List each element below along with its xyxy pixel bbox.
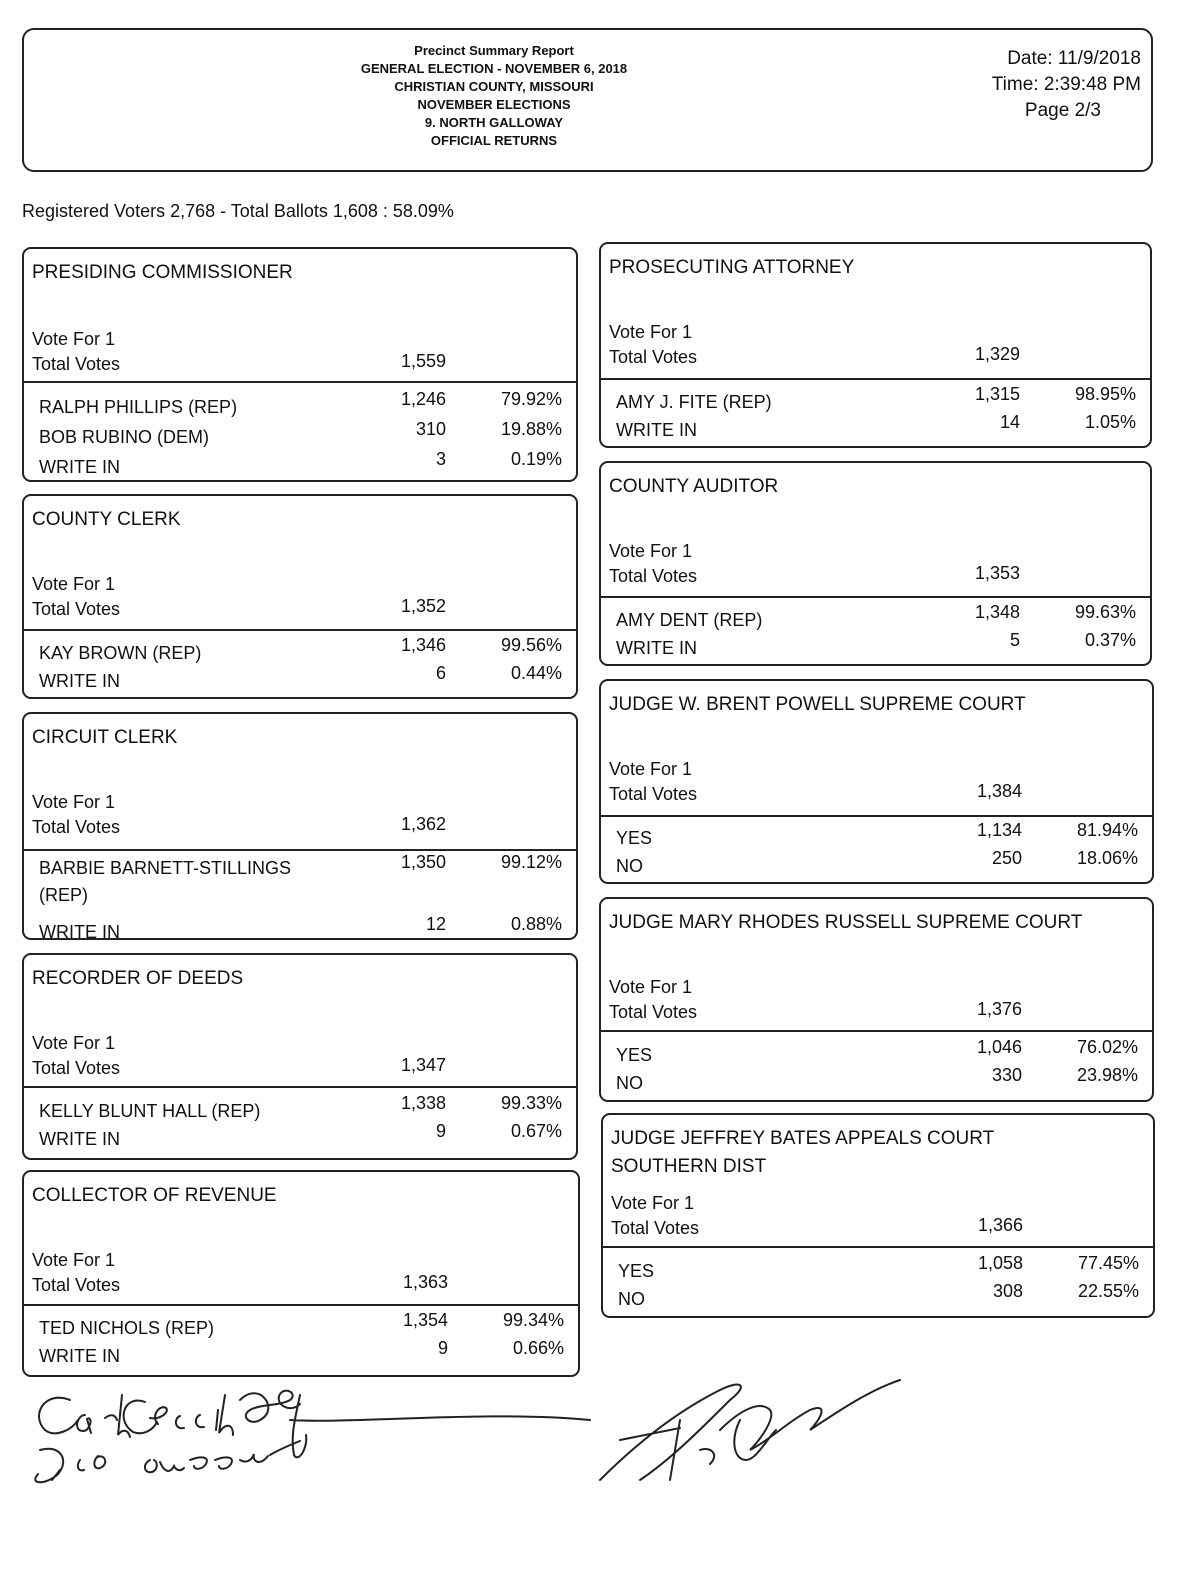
header-line: GENERAL ELECTION - NOVEMBER 6, 2018: [360, 61, 628, 76]
candidate-percent: 0.67%: [510, 1121, 562, 1141]
candidate-percent: 99.34%: [502, 1310, 564, 1330]
candidate-votes: 1,315: [974, 384, 1020, 404]
candidate-votes: 1,134: [976, 820, 1022, 840]
candidate-votes: 1,348: [974, 602, 1020, 622]
contest-box: [601, 1113, 1155, 1318]
candidate-percent: 0.66%: [512, 1338, 564, 1358]
candidate-row: [24, 852, 576, 905]
candidate-name: BARBIE BARNETT-STILLINGS (REP): [39, 858, 292, 905]
divider: [603, 1246, 1153, 1248]
vote-for-label: Vote For 1: [32, 1033, 116, 1053]
divider: [601, 1030, 1152, 1032]
vote-for-label: Vote For 1: [609, 541, 693, 561]
report-date: Date: 11/9/2018: [1007, 48, 1141, 69]
candidate-percent: 1.05%: [1084, 412, 1136, 432]
candidate-votes: 310: [415, 419, 446, 439]
vote-for-label: Vote For 1: [611, 1193, 695, 1213]
candidate-row: [24, 663, 576, 695]
divider: [601, 378, 1150, 380]
total-votes-value: 1,353: [974, 563, 1020, 583]
contest-box: [22, 712, 578, 940]
total-votes-label: Total Votes: [609, 1002, 698, 1022]
candidate-percent: 98.95%: [1074, 384, 1136, 404]
divider: [24, 381, 576, 383]
candidate-row: [603, 1281, 1153, 1313]
report-header: [22, 28, 1153, 172]
divider: [24, 1304, 578, 1306]
candidate-votes: 250: [991, 848, 1022, 868]
contest-title: JUDGE MARY RHODES RUSSELL SUPREME COURT: [609, 912, 1083, 933]
candidate-name: WRITE IN: [39, 1129, 120, 1149]
contest-box: [599, 461, 1152, 666]
candidate-votes: 1,058: [977, 1253, 1023, 1273]
divider: [24, 849, 576, 851]
candidate-percent: 19.88%: [500, 419, 562, 439]
report-meta: [992, 46, 1141, 124]
divider: [601, 596, 1150, 598]
total-votes-value: 1,376: [976, 999, 1022, 1019]
total-votes-value: 1,366: [977, 1215, 1023, 1235]
candidate-name: YES: [616, 1045, 653, 1065]
candidate-percent: 23.98%: [1076, 1065, 1138, 1085]
candidate-name: YES: [618, 1261, 655, 1281]
candidate-name: WRITE IN: [39, 457, 120, 477]
candidate-votes: 12: [425, 914, 446, 934]
candidate-percent: 81.94%: [1076, 820, 1138, 840]
vote-for-label: Vote For 1: [609, 759, 693, 779]
candidate-percent: 22.55%: [1077, 1281, 1139, 1301]
contest-title: PRESIDING COMMISSIONER: [32, 262, 293, 283]
vote-for-label: Vote For 1: [32, 792, 116, 812]
contest-title: COUNTY AUDITOR: [609, 476, 779, 497]
candidate-percent: 99.12%: [500, 852, 562, 872]
candidate-percent: 0.19%: [510, 449, 562, 469]
header-line: OFFICIAL RETURNS: [430, 133, 558, 148]
contest-box: [599, 897, 1154, 1102]
candidate-row: [24, 914, 576, 946]
vote-for-label: Vote For 1: [32, 329, 116, 349]
total-votes-label: Total Votes: [32, 599, 121, 619]
candidate-row: [601, 1065, 1152, 1097]
candidate-name: WRITE IN: [39, 922, 120, 942]
candidate-percent: 77.45%: [1077, 1253, 1139, 1273]
divider: [24, 629, 576, 631]
candidate-percent: 76.02%: [1076, 1037, 1138, 1057]
candidate-name: WRITE IN: [616, 420, 697, 440]
total-votes-label: Total Votes: [32, 1058, 121, 1078]
contest-title: JUDGE W. BRENT POWELL SUPREME COURT: [609, 694, 1026, 715]
report-title-block: [324, 42, 664, 150]
vote-for-label: Vote For 1: [32, 574, 116, 594]
total-votes-label: Total Votes: [32, 1275, 121, 1295]
candidate-name: NO: [616, 1073, 643, 1093]
contest-box: [22, 247, 578, 482]
header-line: Precinct Summary Report: [414, 43, 574, 58]
total-votes-value: 1,559: [400, 351, 446, 371]
candidate-percent: 99.33%: [500, 1093, 562, 1113]
total-votes-label: Total Votes: [32, 354, 121, 374]
candidate-percent: 0.44%: [510, 663, 562, 683]
candidate-name: TED NICHOLS (REP): [39, 1318, 215, 1338]
candidate-name: WRITE IN: [616, 638, 697, 658]
contest-box: [599, 679, 1154, 884]
report-page: Page 2/3: [1024, 100, 1101, 121]
vote-for-label: Vote For 1: [609, 977, 693, 997]
candidate-name: WRITE IN: [39, 671, 120, 691]
total-votes-label: Total Votes: [609, 566, 698, 586]
contest-title: CIRCUIT CLERK: [32, 727, 178, 748]
contest-box: [22, 1170, 580, 1377]
candidate-row: [24, 389, 576, 421]
candidate-name: BOB RUBINO (DEM): [39, 427, 210, 447]
header-line: NOVEMBER ELECTIONS: [417, 97, 571, 112]
candidate-votes: 1,350: [400, 852, 446, 872]
contest-box: [22, 494, 578, 699]
contest-box: [599, 242, 1152, 448]
candidate-percent: 0.37%: [1084, 630, 1136, 650]
report-time: Time: 2:39:48 PM: [991, 74, 1141, 95]
candidate-percent: 99.56%: [500, 635, 562, 655]
contest-title: COLLECTOR OF REVENUE: [32, 1185, 277, 1206]
candidate-votes: 1,046: [976, 1037, 1022, 1057]
contest-title: PROSECUTING ATTORNEY: [609, 257, 855, 278]
candidate-row: [24, 449, 576, 481]
contest-title: RECORDER OF DEEDS: [32, 968, 244, 989]
total-votes-value: 1,384: [976, 781, 1022, 801]
candidate-votes: 1,346: [400, 635, 446, 655]
contest-title: JUDGE JEFFREY BATES APPEALS COURT SOUTHERN DIST: [611, 1128, 995, 1177]
total-votes-value: 1,352: [400, 596, 446, 616]
candidate-name: AMY DENT (REP): [616, 610, 763, 630]
candidate-name: KELLY BLUNT HALL (REP): [39, 1101, 261, 1121]
header-line: 9. NORTH GALLOWAY: [424, 115, 564, 130]
candidate-row: [601, 412, 1150, 444]
candidate-row: [24, 419, 576, 451]
vote-for-label: Vote For 1: [609, 322, 693, 342]
candidate-name: YES: [616, 828, 653, 848]
candidate-name: NO: [616, 856, 643, 876]
divider: [601, 815, 1152, 817]
candidate-percent: 79.92%: [500, 389, 562, 409]
candidate-percent: 99.63%: [1074, 602, 1136, 622]
candidate-name: NO: [618, 1289, 645, 1309]
contest-box: [22, 953, 578, 1160]
divider: [24, 1086, 576, 1088]
candidate-votes: 9: [435, 1121, 446, 1141]
candidate-votes: 1,338: [400, 1093, 446, 1113]
total-votes-value: 1,347: [400, 1055, 446, 1075]
candidate-name: RALPH PHILLIPS (REP): [39, 397, 238, 417]
contest-title: COUNTY CLERK: [32, 509, 181, 530]
candidate-votes: 9: [437, 1338, 448, 1358]
total-votes-value: 1,362: [400, 814, 446, 834]
candidate-row: [601, 848, 1152, 880]
total-votes-label: Total Votes: [609, 347, 698, 367]
candidate-votes: 330: [991, 1065, 1022, 1085]
candidate-percent: 0.88%: [510, 914, 562, 934]
signature-image: [0, 1360, 1200, 1560]
candidate-votes: 14: [999, 412, 1020, 432]
turnout-summary: Registered Voters 2,768 - Total Ballots 1,608 : 58.09%: [22, 201, 454, 221]
candidate-name: WRITE IN: [39, 1346, 120, 1366]
total-votes-value: 1,363: [402, 1272, 448, 1292]
candidate-percent: 18.06%: [1076, 848, 1138, 868]
candidate-row: [601, 630, 1150, 662]
candidate-votes: 6: [435, 663, 446, 683]
candidate-votes: 1,354: [402, 1310, 448, 1330]
candidate-votes: 3: [435, 449, 446, 469]
candidate-name: KAY BROWN (REP): [39, 643, 202, 663]
header-line: CHRISTIAN COUNTY, MISSOURI: [394, 79, 594, 94]
candidate-votes: 1,246: [400, 389, 446, 409]
candidate-votes: 308: [992, 1281, 1023, 1301]
total-votes-value: 1,329: [974, 344, 1020, 364]
total-votes-label: Total Votes: [32, 817, 121, 837]
total-votes-label: Total Votes: [611, 1218, 700, 1238]
candidate-row: [24, 1121, 576, 1153]
total-votes-label: Total Votes: [609, 784, 698, 804]
candidate-votes: 5: [1009, 630, 1020, 650]
candidate-name: AMY J. FITE (REP): [616, 392, 772, 412]
vote-for-label: Vote For 1: [32, 1250, 116, 1270]
